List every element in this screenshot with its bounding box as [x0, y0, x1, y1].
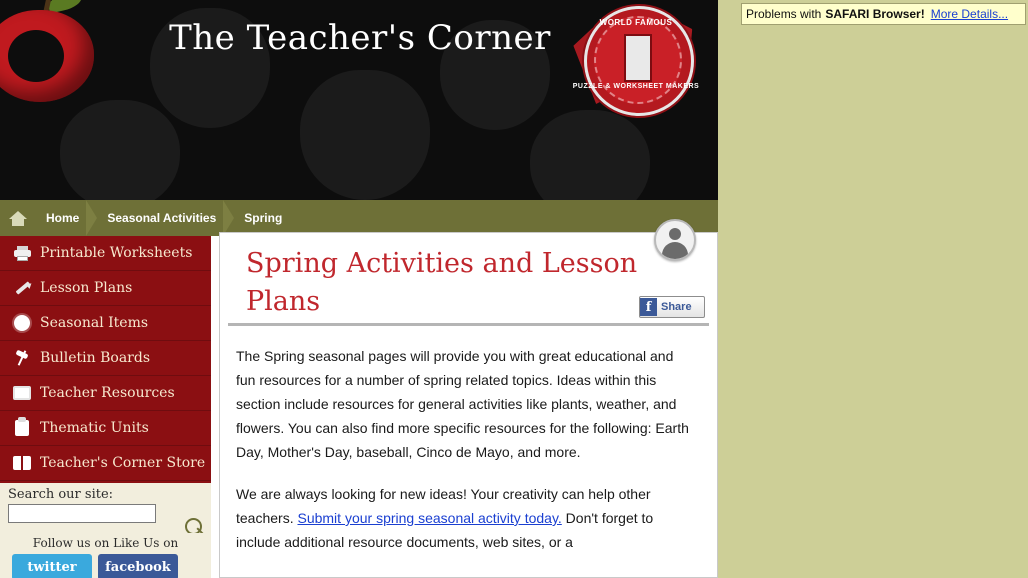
warning-prefix: Problems with — [746, 7, 822, 21]
decorative-apple — [60, 100, 180, 200]
search-label: Search our site: — [8, 487, 114, 502]
paragraph-1: The Spring seasonal pages will provide you with great educational and fun resources for a number of spring related topics. Ideas within this section include resources for general activities like plants, weather, and flowers. You can also find more specific resources for the following: Earth Day, Mother's Day, baseball, Cinco de Mayo, and more. — [236, 348, 689, 460]
submit-activity-link[interactable]: Submit your spring seasonal activity today. — [297, 510, 562, 526]
breadcrumb-item-home[interactable]: Home — [36, 200, 97, 236]
facebook-button[interactable]: facebook — [98, 554, 178, 578]
search-button[interactable] — [172, 507, 198, 529]
warning-bold: SAFARI Browser! — [825, 7, 925, 21]
breadcrumb — [0, 200, 718, 236]
sidebar-item-label: Seasonal Items — [40, 315, 149, 331]
pushpin-icon — [8, 346, 36, 370]
browser-warning-banner — [741, 3, 1026, 25]
user-avatar[interactable] — [654, 219, 696, 261]
follow-us-section — [0, 533, 211, 578]
sidebar-item-label: Printable Worksheets — [40, 245, 193, 261]
world-famous-badge — [572, 4, 700, 110]
sun-icon — [8, 311, 36, 335]
home-icon[interactable] — [0, 200, 36, 236]
breadcrumb-item-seasonal-activities[interactable]: Seasonal Activities — [97, 200, 234, 236]
sidebar-item-seasonal-items[interactable] — [0, 306, 211, 341]
printer-icon — [8, 241, 36, 265]
sidebar-item-printable-worksheets[interactable] — [0, 236, 211, 271]
sidebar-item-label: Teacher Resources — [40, 385, 175, 401]
site-search — [0, 481, 211, 533]
badge-top-text: WORLD FAMOUS — [599, 18, 673, 27]
page-title: Spring Activities and Lesson Plans — [246, 248, 638, 317]
site-header — [0, 0, 718, 200]
book-icon — [8, 451, 36, 475]
more-details-link[interactable]: More Details... — [930, 7, 1009, 21]
sidebar-item-thematic-units[interactable] — [0, 411, 211, 446]
sidebar-item-label: Lesson Plans — [40, 280, 133, 296]
paragraph-2 — [236, 482, 693, 554]
body-copy — [220, 326, 717, 554]
search-input[interactable] — [8, 504, 156, 523]
clipboard-icon — [8, 416, 36, 440]
sidebar-item-label: Bulletin Boards — [40, 350, 151, 366]
sidebar-item-teachers-corner-store[interactable] — [0, 446, 211, 481]
decorative-apple — [530, 110, 650, 200]
site-title: The Teacher's Corner — [169, 18, 551, 58]
content-panel — [219, 232, 718, 578]
sidebar-item-teacher-resources[interactable] — [0, 376, 211, 411]
follow-us-label: Follow us on Like Us on — [32, 536, 179, 550]
breadcrumb-item-spring[interactable]: Spring — [244, 211, 283, 225]
decorative-apple — [300, 70, 430, 200]
sidebar-item-bulletin-boards[interactable] — [0, 341, 211, 376]
paragraph-2-lead: We are always looking for new ideas! Your creativity can help other teachers. — [236, 486, 651, 526]
facebook-icon: f — [640, 298, 657, 316]
twitter-button[interactable]: twitter — [12, 554, 92, 578]
badge-bottom-text: PUZZLE & WORKSHEET MAKERS — [572, 83, 700, 90]
apple-logo — [0, 0, 102, 106]
sidebar-item-lesson-plans[interactable] — [0, 271, 211, 306]
board-icon — [8, 381, 36, 405]
facebook-share-button[interactable] — [639, 296, 705, 318]
sidebar-item-label: Teacher's Corner Store — [40, 455, 206, 471]
title-block — [228, 239, 709, 326]
facebook-share-label: Share — [661, 301, 692, 313]
paragraph-2-tail: Don't forget to include additional resource documents, web sites, or a — [236, 510, 654, 550]
pencil-icon — [8, 276, 36, 300]
sidebar-item-label: Thematic Units — [40, 420, 149, 436]
